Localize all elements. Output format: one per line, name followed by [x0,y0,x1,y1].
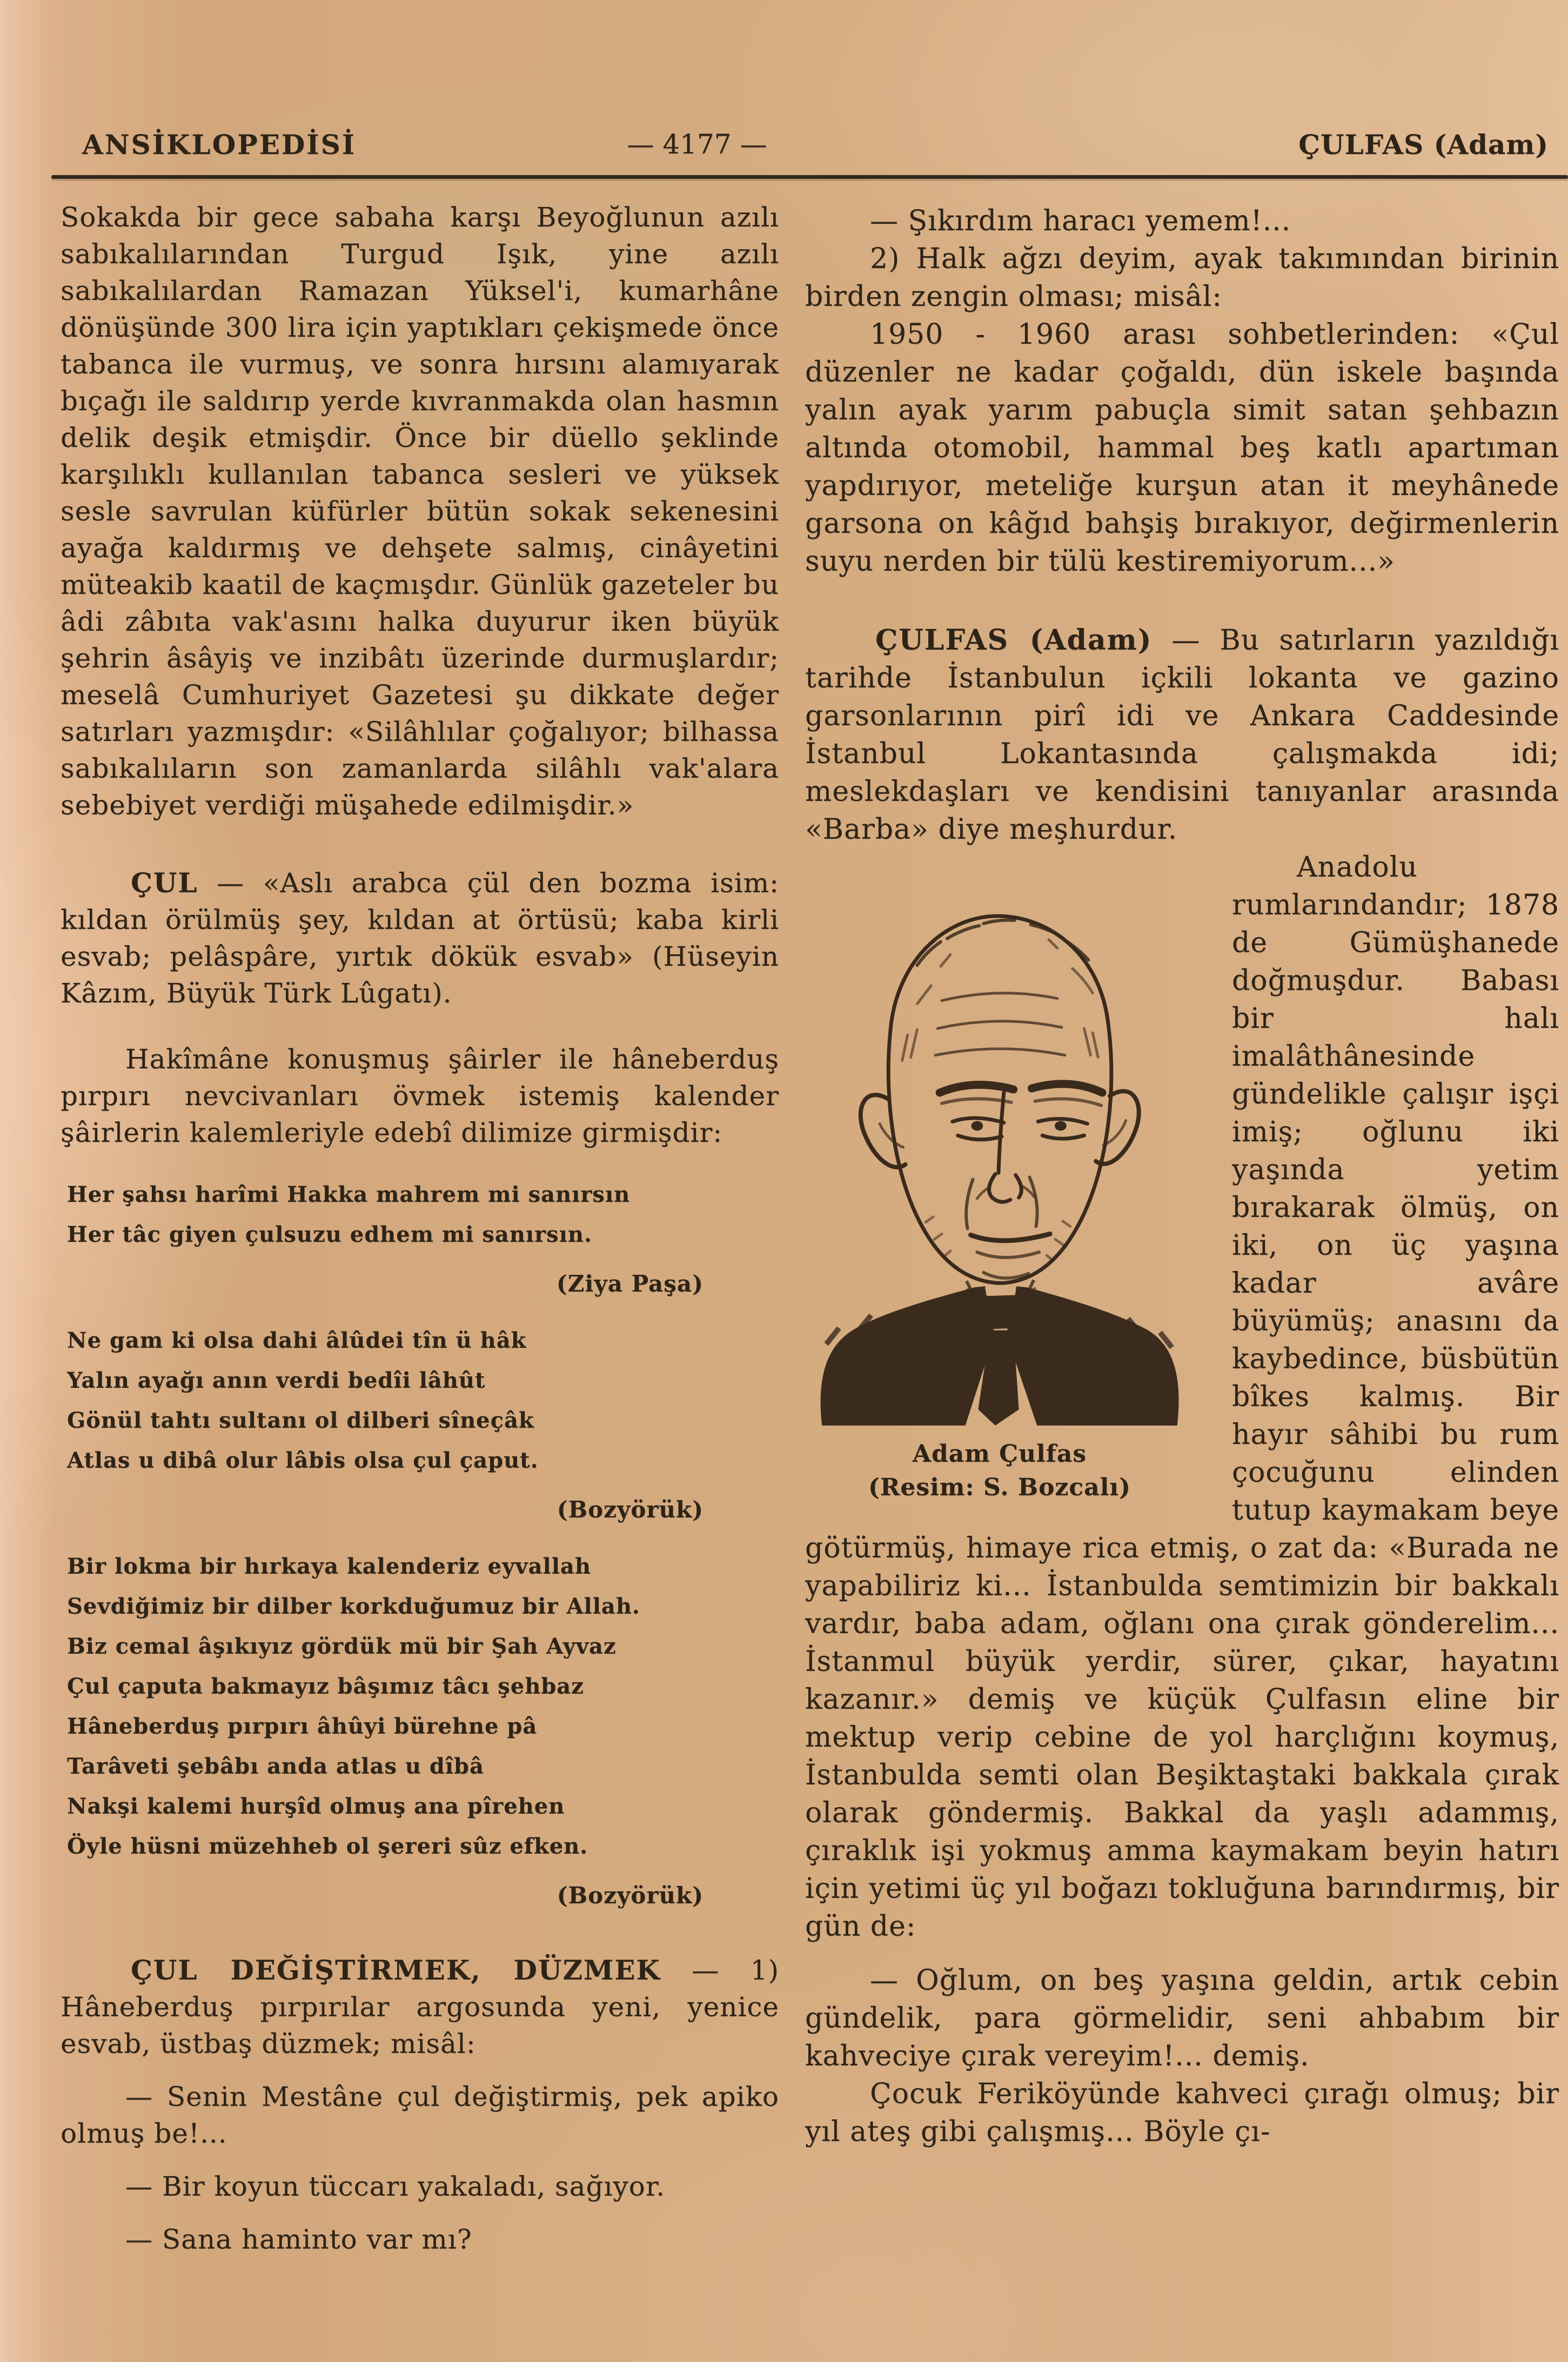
text-block [805,240,1559,316]
block-text: Anadolu rumlarındandır; 1878 de Gümüşhanede doğmuşdur. Babası bir halı imalâthânesinde gündelikle çalışır işçi imiş; oğlunu iki yaşında yetim bırakarak ölmüş, on iki, on üç yaşına kadar avâre büyümüş; anasını da kaybedince, büsbütün bîkes kalmış. Bir hayır sâhibi bu rum çocuğunu elinden tutup kaymakam beye götürmüş, himaye rica etmiş, o zat da: «Burada ne yapabiliriz ki... İstanbulda semtimizin bir bakkalı vardır, baba adam, oğlanı ona çırak gönderelim... İstanmul büyük yerdir, sürer, çıkar, hayatını kazanır.» demiş ve küçük Çulfasın eline bir mektup verip cebine de yol harçlığını koymuş, İstanbulda semti olan Beşiktaştaki bakkala çırak olarak göndermiş. Bakkal da yaşlı adammış, çıraklık işi yokmuş amma kaymakam beyin hatırı için yetimi üç yıl boğazı tokluğuna barındırmış, bir gün de: [805,851,1559,1943]
block-text: — Oğlum, on beş yaşına geldin, artık cebin gündelik, para görmelidir, seni ahbabım bir kahveciye çırak vereyim!... demiş. [805,1964,1559,2072]
text-block [61,1627,779,1667]
block-text: — Bir koyun tüccarı yakaladı, sağıyor. [125,2171,666,2202]
text-block [61,1747,779,1786]
text-block [61,1441,779,1481]
block-text: Öyle hüsni müzehheb ol şereri sûz efken. [67,1834,588,1859]
header-right-title: ÇULFAS (Adam) [1298,129,1549,160]
text-block [805,1962,1559,2075]
block-text: 1950 - 1960 arası sohbetlerinden: «Çul düzenler ne kadar çoğaldı, dün iskele başında yalın ayak yarım pabuçla simit satan şehbazın altında otomobil, hammal beş katlı apartıman yapdırıyor, meteliğe kurşun atan it meyhânede garsona on kâğıd bahşiş bırakıyor, değirmenlerin suyu nerden bir tülü kestiremiyorum...» [805,318,1559,578]
block-text: — 1) Hâneberduş pırpırılar argosunda yeni, yenice esvab, üstbaş düzmek; misâl: [61,1955,779,2059]
block-text: Yalın ayağı anın verdi bedîi lâhût [67,1368,486,1393]
text-block [61,1667,779,1707]
block-text: (Ziya Paşa) [556,1270,703,1297]
entry-title: ÇUL [131,867,198,899]
block-text: — Şıkırdım haracı yemem!... [870,205,1291,237]
portrait-caption [805,1437,1194,1504]
text-block [61,1952,779,2062]
text-block [61,2078,779,2152]
block-text: Her tâc giyen çulsuzu edhem mi sanırsın. [67,1222,592,1247]
entry-title: ÇUL DEĞİŞTİRMEK, DÜZMEK [131,1954,661,1986]
header-left-title: ANSİKLOPEDİSİ [82,129,357,160]
block-text: Hâneberduş pırpırı âhûyi bürehne pâ [67,1714,538,1739]
text-block [61,1215,779,1255]
left-column-blocks [61,199,779,2258]
header-rule [51,175,1568,179]
block-text: 2) Halk ağzı deyim, ayak takımından birinin birden zengin olması; misâl: [805,243,1559,313]
text-block [61,1587,779,1627]
block-text: Atlas u dibâ olur lâbis olsa çul çaput. [67,1448,539,1473]
left-column [61,199,779,2258]
portrait-figure [805,874,1208,1504]
block-text: — Bu satırların yazıldığı tarihde İstanbulun içkili lokanta ve gazino garsonlarının pirî idi ve Ankara Caddesinde İstanbul Lokantasında çalışmakda idi; meslekdaşları ve kendisini tanıyanlar arasında «Barba» diye meşhurdur. [805,624,1559,846]
text-block [61,1175,779,1215]
text-block [61,1321,779,1361]
entry-title: ÇULFAS (Adam) [875,624,1152,657]
block-text: Sevdiğimiz bir dilber korkduğumuz bir Allah. [67,1594,640,1619]
block-text: Tarâveti şebâbı anda atlas u dîbâ [67,1754,484,1779]
right-column [805,199,1559,2151]
text-block [61,1269,779,1299]
text-block [61,1401,779,1441]
text-block [61,1826,779,1866]
text-block [61,865,779,1012]
text-block [61,1707,779,1747]
text-block [61,1495,779,1525]
block-text: Bir lokma bir hırkaya kalenderiz eyvallah [67,1554,591,1579]
block-text: Çul çaputa bakmayız bâşımız tâcı şehbaz [67,1674,584,1699]
block-text: Sokakda bir gece sabaha karşı Beyoğlunun azılı sabıkalılarından Turgud Işık, yine azılı sabıkalılardan Ramazan Yüksel'i, kumarhâne dönüşünde 300 lira için yaptıkları çekişmede önce tabanca ile vurmuş, ve sonra hırsını alamıyarak bıçağı ile saldırıp yerde kıvranmakda olan hasmın delik deşik etmişdir. Önce bir düello şeklinde karşılıklı kullanılan tabanca sesleri ve yüksek sesle savrulan küfürler bütün sokak sekenesini ayağa kaldırmış ve dehşete salmış, cinâyetini müteakib kaatil de kaçmışdır. Günlük gazeteler bu âdi zâbıta vak'asını halka duyurur iken büyük şehrin âsâyiş ve inzibâtı üzerinde durmuşlardır; meselâ Cumhuriyet Gazetesi şu dikkate değer satırları yazmışdır: «Silâhlılar çoğalıyor; bilhassa sabıkalıların son zamanlarda silâhlı vak'alara sebebiyet verdiği müşahede edilmişdir.» [61,202,779,821]
text-block [61,1041,779,1151]
text-block [61,1786,779,1826]
block-text: Nakşi kalemi hurşîd olmuş ana pîrehen [67,1794,565,1819]
block-text: — Senin Mestâne çul değiştirmiş, pek apiko olmuş be!... [61,2081,779,2149]
block-text: Ne gam ki olsa dahi âlûdei tîn ü hâk [67,1328,527,1353]
text-block [61,2168,779,2205]
portrait-caption-title: Adam Çulfas [912,1440,1087,1468]
block-text: — «Aslı arabca çül den bozma isim: kıldan örülmüş şey, kıldan at örtüsü; kaba kirli esvab; pelâspâre, yırtık dökük esvab» (Hüseyin Kâzım, Büyük Türk Lûgatı). [61,867,779,1009]
portrait-caption-credit: (Resim: S. Bozcalı) [868,1474,1131,1501]
text-block [61,199,779,824]
block-text: Gönül tahtı sultanı ol dilberi sîneçâk [67,1408,534,1433]
block-text: Çocuk Feriköyünde kahveci çırağı olmuş; bir yıl ateş gibi çalışmış... Böyle çı- [805,2078,1559,2148]
text-block [61,1361,779,1401]
text-block [61,2221,779,2258]
block-text: Biz cemal âşıkıyız gördük mü bir Şah Ayvaz [67,1634,617,1659]
text-block [805,316,1559,580]
text-block [805,202,1559,240]
block-text: Her şahsı harîmi Hakka mahrem mi sanırsın [67,1182,631,1207]
block-text: (Bozyörük) [557,1882,703,1909]
portrait-illustration [805,874,1194,1426]
right-column-top-blocks [805,202,1559,848]
block-text: Hakîmâne konuşmuş şâirler ile hâneberduş pırpırı nevcivanları övmek istemiş kalender şâirlerin kalemleriyle edebî dilimize girmişdir: [61,1043,779,1148]
text-block [805,621,1559,848]
page-header [0,129,1568,172]
block-text: — Sana haminto var mı? [125,2224,472,2255]
text-block [61,1881,779,1911]
page-number: — 4177 — [627,129,767,160]
text-block [805,2075,1559,2151]
block-text: (Bozyörük) [557,1496,703,1523]
text-block [61,1547,779,1587]
